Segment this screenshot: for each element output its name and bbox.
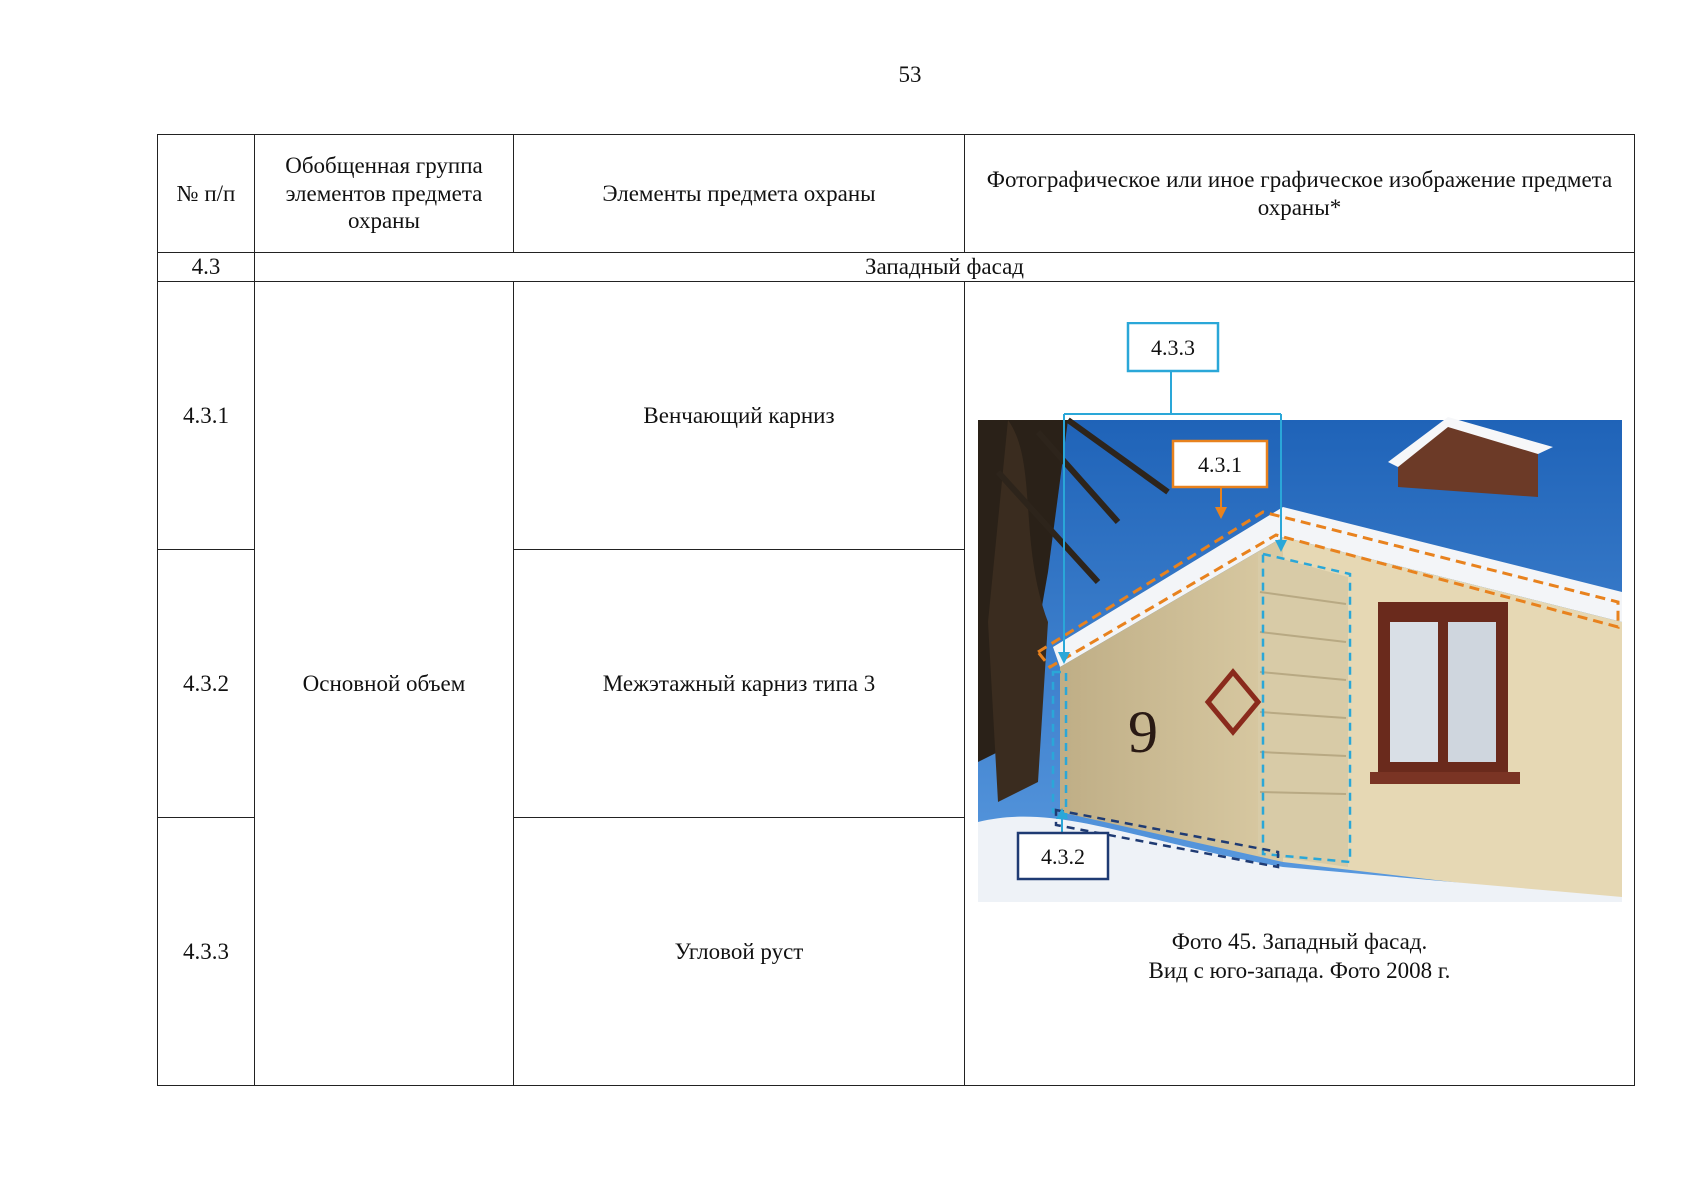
caption-line-1: Фото 45. Западный фасад.	[1171, 929, 1428, 954]
row-element: Межэтажный карниз типа 3	[514, 550, 965, 818]
annotated-photo	[978, 322, 1622, 902]
marker-label-432	[1018, 833, 1108, 879]
group-cell: Основной объем	[255, 282, 514, 1086]
marker-label-431	[1173, 441, 1267, 487]
section-row	[158, 253, 1635, 282]
header-elements: Элементы предмета охраны	[514, 135, 965, 253]
table-row	[158, 282, 1635, 550]
row-number: 4.3.2	[158, 550, 255, 818]
row-number: 4.3.1	[158, 282, 255, 550]
header-group: Обобщенная группа элементов предмета охраны	[255, 135, 514, 253]
photo-image	[978, 417, 1622, 902]
row-number: 4.3.3	[158, 818, 255, 1086]
caption-line-2: Вид с юго-запада. Фото 2008 г.	[1148, 958, 1451, 983]
section-number: 4.3	[158, 253, 255, 282]
svg-text:9: 9	[1128, 699, 1158, 765]
protection-elements-table	[157, 134, 1635, 1086]
photo-cell	[965, 282, 1635, 1086]
svg-text:4.3.1: 4.3.1	[1198, 452, 1242, 477]
svg-text:4.3.2: 4.3.2	[1041, 844, 1085, 869]
header-image: Фотографическое или иное графическое изображение предмета охраны*	[965, 135, 1635, 253]
row-element: Угловой руст	[514, 818, 965, 1086]
svg-text:4.3.3: 4.3.3	[1151, 335, 1195, 360]
marker-label-433	[1128, 323, 1218, 371]
table-header-row	[158, 135, 1635, 253]
photo-caption	[965, 927, 1634, 985]
header-number: № п/п	[158, 135, 255, 253]
row-element: Венчающий карниз	[514, 282, 965, 550]
section-title: Западный фасад	[255, 253, 1635, 282]
page-number: 53	[898, 62, 922, 87]
annotated-photo-svg	[978, 322, 1622, 902]
